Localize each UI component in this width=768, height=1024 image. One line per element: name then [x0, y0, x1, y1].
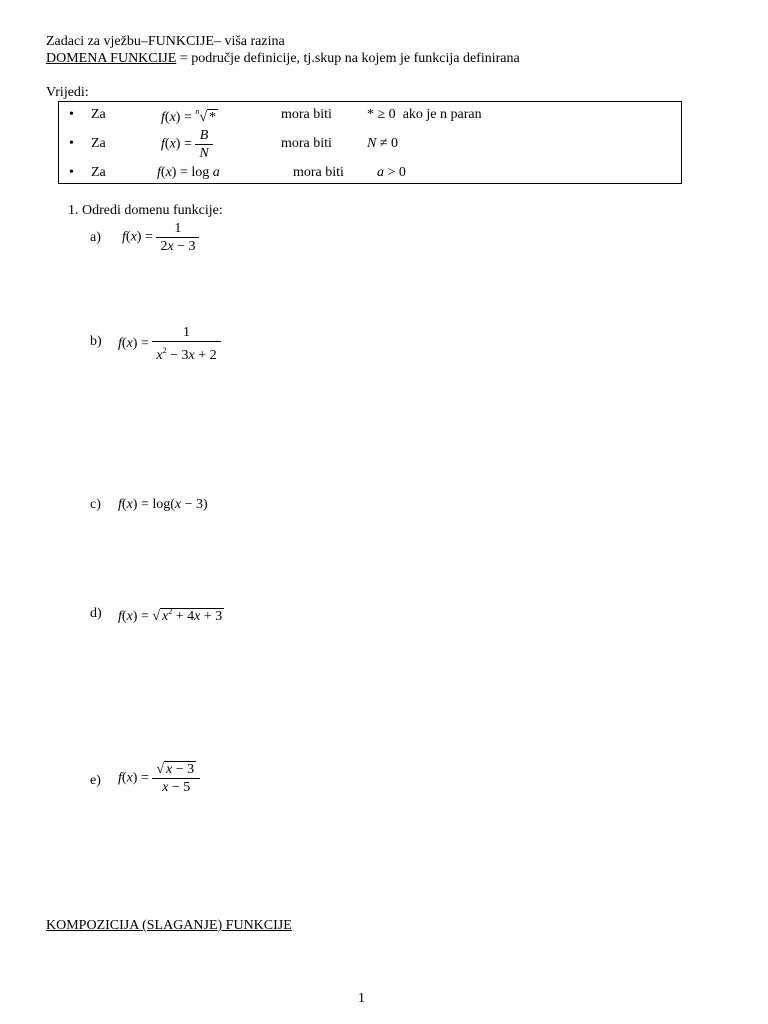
bullet-icon: •	[69, 165, 74, 180]
rule-condition-positive: a > 0	[377, 165, 406, 180]
rule-za-label: Za	[91, 136, 106, 151]
rule-condition-nonzero: N ≠ 0	[367, 136, 399, 151]
formula-c: f(x) = log(x − 3)	[118, 497, 208, 512]
rule-condition-root: * ≥ 0 ako je n paran	[367, 107, 482, 122]
rule-row-fraction	[69, 128, 669, 162]
definition-line	[46, 51, 520, 67]
rule-formula-root: f(x) = $^n$√ *	[161, 107, 217, 125]
definition-term: DOMENA FUNKCIJE	[46, 51, 177, 66]
rule-condition-tail: ako je n paran	[402, 107, 482, 122]
section-heading-composition: KOMPOZICIJA (SLAGANJE) FUNKCIJE	[46, 918, 292, 933]
bullet-icon: •	[69, 136, 74, 151]
formula-d: f(x) = √ $x^2 + 4x + 3$	[118, 607, 223, 624]
rule-formula-fraction: f(x) = $\frac{B}{N}$	[161, 128, 213, 161]
bullet-icon: •	[69, 107, 74, 122]
rule-formula-log: f(x) = log a	[157, 165, 220, 180]
page-number: 1	[358, 991, 365, 1006]
rule-mora-label: mora biti	[281, 107, 332, 122]
formula-e: f(x) = $\frac{√ x - 3}{x - 5}$	[118, 762, 200, 795]
task-label-a: a)	[90, 230, 101, 245]
task-heading: 1. Odredi domenu funkcije:	[68, 203, 223, 218]
task-label-c: c)	[90, 497, 101, 512]
task-label-e: e)	[90, 773, 101, 788]
rule-mora-label: mora biti	[281, 136, 332, 151]
definition-text: = područje definicije, tj.skup na kojem je funkcija definirana	[176, 51, 520, 66]
rule-za-label: Za	[91, 107, 106, 122]
task-label-b: b)	[90, 334, 102, 349]
task-label-d: d)	[90, 606, 102, 621]
formula-b: f(x) = $\frac{1}{x^2 - 3x + 2}$	[118, 325, 221, 363]
rule-za-label: Za	[91, 165, 106, 180]
rules-box	[58, 101, 682, 184]
formula-a: f(x) = $\frac{1}{2x - 3}$	[122, 221, 199, 254]
document-title: Zadaci za vježbu–FUNKCIJE– viša razina	[46, 34, 285, 49]
rule-mora-label: mora biti	[293, 165, 344, 180]
rules-label: Vrijedi:	[46, 85, 89, 100]
